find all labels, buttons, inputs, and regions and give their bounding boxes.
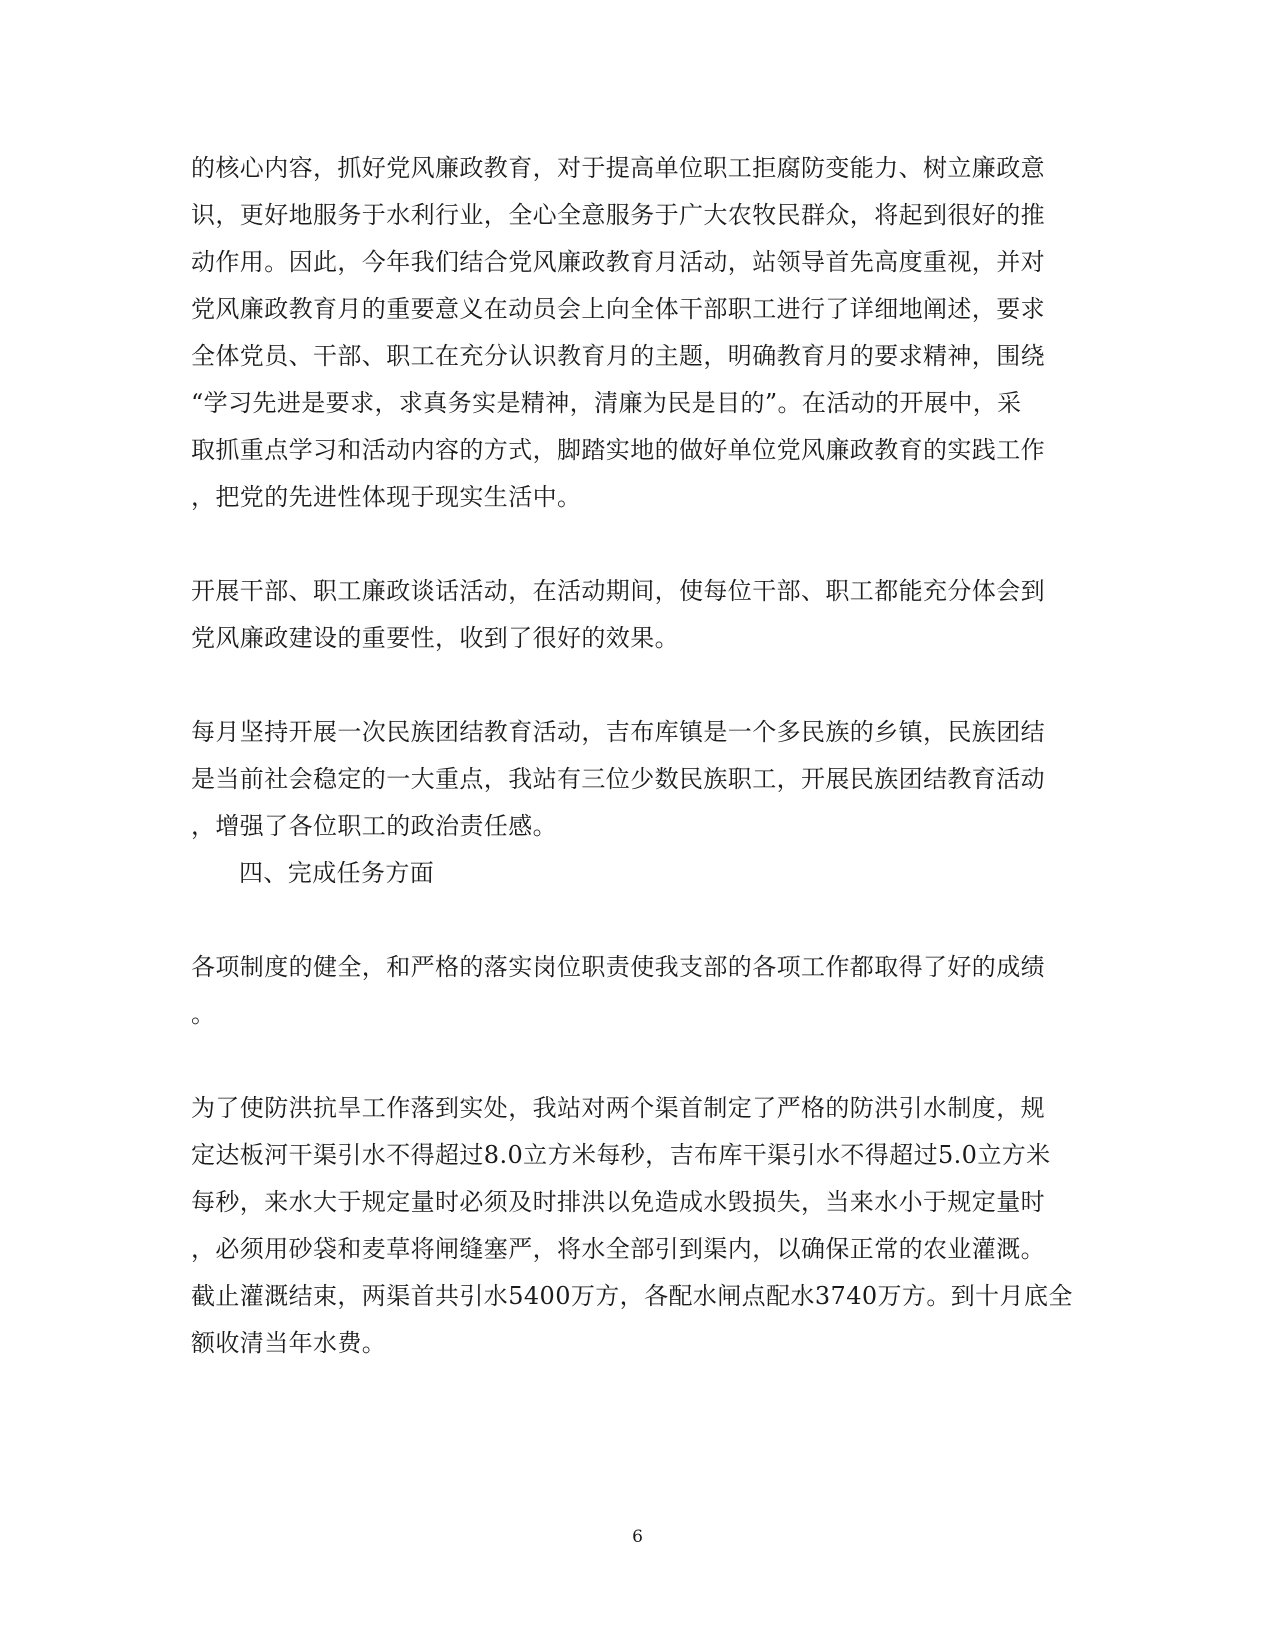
paragraph-5-line-1: 为了使防洪抗旱工作落到实处，我站对两个渠首制定了严格的防洪引水制度，规	[191, 1094, 1045, 1122]
paragraph-3-line-1: 每月坚持开展一次民族团结教育活动，吉布库镇是一个多民族的乡镇，民族团结	[191, 718, 1045, 746]
paragraph-3-line-2: 是当前社会稳定的一大重点，我站有三位少数民族职工，开展民族团结教育活动	[191, 765, 1045, 793]
paragraph-1-line-7: 取抓重点学习和活动内容的方式，脚踏实地的做好单位党风廉政教育的实践工作	[191, 436, 1045, 464]
paragraph-1-line-3: 动作用。因此，今年我们结合党风廉政教育月活动，站领导首先高度重视，并对	[191, 248, 1045, 276]
paragraph-1-line-8: ，把党的先进性体现于现实生活中。	[191, 483, 582, 511]
paragraph-2-line-1: 开展干部、职工廉政谈话活动，在活动期间，使每位干部、职工都能充分体会到	[191, 577, 1045, 605]
paragraph-1-line-6: “学习先进是要求，求真务实是精神，清廉为民是目的”。在活动的开展中，采	[191, 389, 1022, 417]
section-heading: 四、完成任务方面	[239, 859, 435, 887]
paragraph-3-line-3: ，增强了各位职工的政治责任感。	[191, 812, 557, 840]
paragraph-5-line-5: 截止灌溉结束，两渠首共引水5400万方，各配水闸点配水3740万方。到十月底全	[191, 1282, 1073, 1310]
paragraph-5-line-4: ，必须用砂袋和麦草将闸缝塞严，将水全部引到渠内，以确保正常的农业灌溉。	[191, 1235, 1045, 1263]
paragraph-4-line-2: 。	[191, 1000, 216, 1028]
paragraph-1-line-1: 的核心内容，抓好党风廉政教育，对于提高单位职工拒腐防变能力、树立廉政意	[191, 154, 1045, 182]
paragraph-5-line-2: 定达板河干渠引水不得超过8.0立方米每秒，吉布库干渠引水不得超过5.0立方米	[191, 1141, 1051, 1169]
paragraph-2-line-2: 党风廉政建设的重要性，收到了很好的效果。	[191, 624, 679, 652]
paragraph-1-line-5: 全体党员、干部、职工在充分认识教育月的主题，明确教育月的要求精神，围绕	[191, 342, 1045, 370]
paragraph-1-line-2: 识，更好地服务于水利行业，全心全意服务于广大农牧民群众，将起到很好的推	[191, 201, 1045, 229]
page-number: 6	[632, 1527, 643, 1547]
paragraph-5-line-6: 额收清当年水费。	[191, 1329, 387, 1357]
paragraph-5-line-3: 每秒，来水大于规定量时必须及时排洪以免造成水毁损失，当来水小于规定量时	[191, 1188, 1045, 1216]
paragraph-4-line-1: 各项制度的健全，和严格的落实岗位职责使我支部的各项工作都取得了好的成绩	[191, 953, 1045, 981]
paragraph-1-line-4: 党风廉政教育月的重要意义在动员会上向全体干部职工进行了详细地阐述，要求	[191, 295, 1045, 323]
